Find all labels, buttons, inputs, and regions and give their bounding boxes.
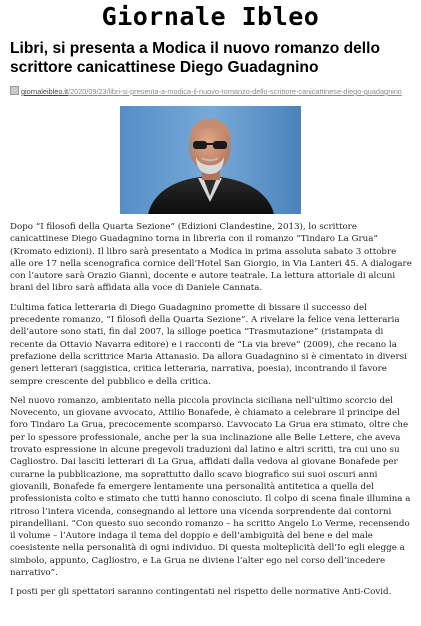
site-favicon-icon bbox=[10, 86, 19, 95]
article-paragraph: L’ultima fatica letteraria di Diego Guadagnino promette di bissare il successo del precedente romanzo, “I filosofi della Quarta Sezione”. A rivelare la felice vena letteraria dell’autore sono stati, fin dal 2007, la silloge poetica “Trasmutazione” (ristampata di recente da Ottavio Navarra editore) e i racconti de “La via breve” (2009), che recano la prefazione della scrittrice Maria Attanasio. Da allora Guadagnino si è cimentato in diversi generi letterari (saggistica, critica letteraria, narrativa, poesia), incontrando il favore sempre crescente del pubblico e della critica. bbox=[10, 302, 407, 387]
source-path[interactable]: /2020/09/23/libri-si-presenta-a-modica-il-nuovo-romanzo-dello-scrittore-canicattinese-diego-guadagnino bbox=[68, 87, 402, 96]
article-headline: Libri, si presenta a Modica il nuovo romanzo dello scrittore canicattinese Diego Guadagnino bbox=[10, 40, 380, 76]
article-paragraph: I posti per gli spettatori saranno contingentati nel rispetto delle normative Anti-Covid. bbox=[10, 587, 392, 598]
article-paragraph: Nel nuovo romanzo, ambientato nella piccola provincia siciliana nell’ultimo scorcio del Novecento, un giovane avvocato, Attilio Bonafede, è chiamato a celebrare il principe del foro Tindaro La Grua, precocemente scomparso. L’avvocato La Grua era stimato, oltre che per lo spessore professionale, anche per la sua inclinazione alle Belle Lettere, che aveva trovato espressione in alcune pregevoli traduzioni dal latino e altri scritti, tra cui uno su Cagliostro. Dai lasciti letterari di La Grua, affidati dalla vedova al giovane Bonafede per curarne la pubblicazione, ma soprattutto dallo scavo biografico sui suoi oscuri anni giovanili, Bonafede fa emergere lentamente una personalità antitetica a quella del professionista colto e stimato che tutti hanno conosciuto. Il colpo di scena finale illumina a ritroso l’intera vicenda, consegnando al lettore una vicenda sorprendente dai contorni pirandelliani. “Con questo suo secondo romanzo – ha scritto Angelo Lo Verme, recensendo il volume – l’Autore indaga il tema del doppio e dell’ambiguità del bene e del male coesistente nella personalità di ogni individuo. Di questa molteplicità dell’Io egli elegge a simbolo, appunto, Cagliostro, e La Grua ne diviene l’alter ego nel corso dell’incedere narrativo”. bbox=[10, 395, 411, 579]
article-paragraph: Dopo “I filosofi della Quarta Sezione” (Edizioni Clandestine, 2013), lo scrittore canicattinese Diego Guadagnino torna in libreria con il romanzo “Tindaro La Grua” (Kromato edizioni). Il libro sarà presentato a Modica in prima assoluta sabato 3 ottobre alle ore 17 nella scenografica cornice dell’Hotel San Giorgio, in Via Lanteri 45. A dialogare con l’autore sarà Orazio Giannì, docente e autore teatrale. La lettura attoriale di alcuni brani del libro sarà affidata alla voce di Daniele Cannata. bbox=[10, 222, 412, 294]
site-masthead: Giornale Ibleo bbox=[101, 2, 320, 31]
source-domain[interactable]: giornaleibleo.it bbox=[21, 87, 69, 96]
article-body bbox=[10, 221, 414, 606]
source-link[interactable] bbox=[10, 86, 414, 96]
author-photo bbox=[120, 106, 301, 214]
